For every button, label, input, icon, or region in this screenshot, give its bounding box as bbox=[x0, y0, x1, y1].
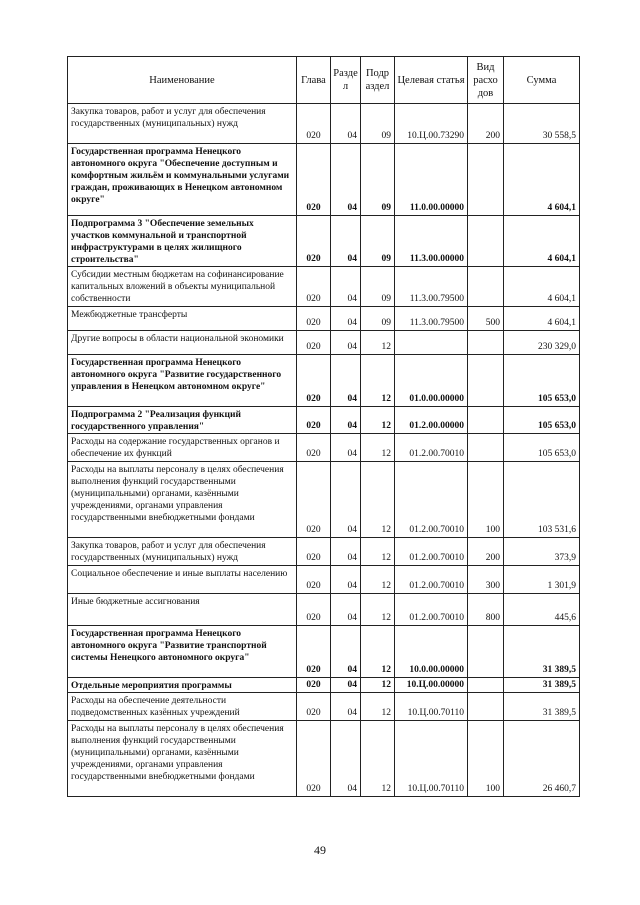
row-name-cell: Расходы на выплаты персоналу в целях обеспечения выполнения функций государственными (муниципальными) органами, казёнными учреждениями, органами управления государственными внебюджетными фондами bbox=[68, 462, 297, 538]
row-summa-cell: 4 604,1 bbox=[504, 307, 580, 331]
row-name-cell: Иные бюджетные ассигнования bbox=[68, 594, 297, 626]
table-row bbox=[68, 462, 580, 538]
row-name-cell: Расходы на выплаты персоналу в целях обеспечения выполнения функций государственными (муниципальными) органами, казёнными учреждениями, органами управления государственными внебюджетными фондами bbox=[68, 721, 297, 797]
table-body bbox=[68, 104, 580, 797]
row-vid-cell bbox=[468, 678, 504, 693]
table-row bbox=[68, 693, 580, 721]
row-vid-cell bbox=[468, 407, 504, 434]
row-podrazdel-cell: 12 bbox=[361, 693, 395, 721]
row-summa-cell: 105 653,0 bbox=[504, 407, 580, 434]
row-razdel-cell: 04 bbox=[331, 538, 361, 566]
header-statya: Целевая статья bbox=[395, 57, 468, 104]
row-glava-cell: 020 bbox=[297, 566, 331, 594]
row-glava-cell: 020 bbox=[297, 355, 331, 407]
row-podrazdel-cell: 09 bbox=[361, 267, 395, 307]
table-row bbox=[68, 678, 580, 693]
row-summa-cell: 4 604,1 bbox=[504, 144, 580, 216]
row-glava-cell: 020 bbox=[297, 594, 331, 626]
header-glava: Глава bbox=[297, 57, 331, 104]
row-vid-cell bbox=[468, 331, 504, 355]
row-razdel-cell: 04 bbox=[331, 355, 361, 407]
row-name-cell: Другие вопросы в области национальной экономики bbox=[68, 331, 297, 355]
row-summa-cell: 105 653,0 bbox=[504, 434, 580, 462]
row-vid-cell bbox=[468, 355, 504, 407]
row-name-cell: Государственная программа Ненецкого автономного округа "Обеспечение доступным и комфортным жильём и коммунальными услугами граждан, проживающих в Ненецком автономном округе" bbox=[68, 144, 297, 216]
row-razdel-cell: 04 bbox=[331, 331, 361, 355]
row-podrazdel-cell: 12 bbox=[361, 355, 395, 407]
row-statya-cell: 01.2.00.70010 bbox=[395, 594, 468, 626]
row-razdel-cell: 04 bbox=[331, 216, 361, 267]
row-name-cell: Закупка товаров, работ и услуг для обеспечения государственных (муниципальных) нужд bbox=[68, 104, 297, 144]
row-glava-cell: 020 bbox=[297, 216, 331, 267]
table-header-row bbox=[68, 57, 580, 104]
row-razdel-cell: 04 bbox=[331, 566, 361, 594]
row-summa-cell: 103 531,6 bbox=[504, 462, 580, 538]
row-name-cell: Подпрограмма 2 "Реализация функций государственного управления" bbox=[68, 407, 297, 434]
row-summa-cell: 105 653,0 bbox=[504, 355, 580, 407]
row-podrazdel-cell: 12 bbox=[361, 678, 395, 693]
row-vid-cell bbox=[468, 216, 504, 267]
header-name: Наименование bbox=[68, 57, 297, 104]
row-statya-cell: 11.3.00.79500 bbox=[395, 267, 468, 307]
row-statya-cell: 11.0.00.00000 bbox=[395, 144, 468, 216]
row-vid-cell: 100 bbox=[468, 462, 504, 538]
row-statya-cell: 10.Ц.00.00000 bbox=[395, 678, 468, 693]
table-row bbox=[68, 267, 580, 307]
row-statya-cell: 01.2.00.70010 bbox=[395, 434, 468, 462]
row-name-cell: Межбюджетные трансферты bbox=[68, 307, 297, 331]
row-statya-cell: 01.2.00.70010 bbox=[395, 538, 468, 566]
row-name-cell: Расходы на содержание государственных органов и обеспечение их функций bbox=[68, 434, 297, 462]
row-statya-cell: 01.2.00.70010 bbox=[395, 462, 468, 538]
row-podrazdel-cell: 12 bbox=[361, 407, 395, 434]
row-summa-cell: 230 329,0 bbox=[504, 331, 580, 355]
row-summa-cell: 31 389,5 bbox=[504, 693, 580, 721]
row-vid-cell: 100 bbox=[468, 721, 504, 797]
row-glava-cell: 020 bbox=[297, 104, 331, 144]
row-razdel-cell: 04 bbox=[331, 693, 361, 721]
header-summa: Сумма bbox=[504, 57, 580, 104]
row-summa-cell: 373,9 bbox=[504, 538, 580, 566]
row-name-cell: Закупка товаров, работ и услуг для обеспечения государственных (муниципальных) нужд bbox=[68, 538, 297, 566]
row-name-cell: Расходы на обеспечение деятельности подведомственных казённых учреждений bbox=[68, 693, 297, 721]
row-statya-cell: 01.2.00.00000 bbox=[395, 407, 468, 434]
row-statya-cell: 10.0.00.00000 bbox=[395, 626, 468, 678]
row-summa-cell: 26 460,7 bbox=[504, 721, 580, 797]
row-razdel-cell: 04 bbox=[331, 626, 361, 678]
row-razdel-cell: 04 bbox=[331, 594, 361, 626]
row-vid-cell bbox=[468, 267, 504, 307]
table-row bbox=[68, 407, 580, 434]
row-podrazdel-cell: 12 bbox=[361, 331, 395, 355]
row-podrazdel-cell: 12 bbox=[361, 462, 395, 538]
row-name-cell: Государственная программа Ненецкого автономного округа "Развитие транспортной системы Ненецкого автономного округа" bbox=[68, 626, 297, 678]
row-podrazdel-cell: 12 bbox=[361, 594, 395, 626]
row-glava-cell: 020 bbox=[297, 307, 331, 331]
row-vid-cell bbox=[468, 693, 504, 721]
row-podrazdel-cell: 12 bbox=[361, 538, 395, 566]
row-summa-cell: 30 558,5 bbox=[504, 104, 580, 144]
table-row bbox=[68, 721, 580, 797]
row-razdel-cell: 04 bbox=[331, 307, 361, 331]
row-statya-cell: 11.3.00.00000 bbox=[395, 216, 468, 267]
row-podrazdel-cell: 12 bbox=[361, 566, 395, 594]
page-number: 49 bbox=[314, 843, 326, 857]
row-name-cell: Субсидии местным бюджетам на софинансирование капитальных вложений в объекты муниципальной собственности bbox=[68, 267, 297, 307]
row-razdel-cell: 04 bbox=[331, 434, 361, 462]
row-razdel-cell: 04 bbox=[331, 267, 361, 307]
row-vid-cell bbox=[468, 434, 504, 462]
row-razdel-cell: 04 bbox=[331, 721, 361, 797]
row-glava-cell: 020 bbox=[297, 144, 331, 216]
row-vid-cell bbox=[468, 144, 504, 216]
row-summa-cell: 31 389,5 bbox=[504, 678, 580, 693]
row-name-cell: Подпрограмма 3 "Обеспечение земельных участков коммунальной и транспортной инфраструктурами в целях жилищного строительства" bbox=[68, 216, 297, 267]
table-row bbox=[68, 104, 580, 144]
table-row bbox=[68, 307, 580, 331]
row-summa-cell: 31 389,5 bbox=[504, 626, 580, 678]
row-razdel-cell: 04 bbox=[331, 144, 361, 216]
row-razdel-cell: 04 bbox=[331, 678, 361, 693]
row-glava-cell: 020 bbox=[297, 721, 331, 797]
row-summa-cell: 445,6 bbox=[504, 594, 580, 626]
row-vid-cell bbox=[468, 626, 504, 678]
table-row bbox=[68, 566, 580, 594]
row-razdel-cell: 04 bbox=[331, 104, 361, 144]
row-glava-cell: 020 bbox=[297, 538, 331, 566]
row-podrazdel-cell: 12 bbox=[361, 626, 395, 678]
row-vid-cell: 200 bbox=[468, 104, 504, 144]
row-podrazdel-cell: 09 bbox=[361, 216, 395, 267]
row-glava-cell: 020 bbox=[297, 331, 331, 355]
row-glava-cell: 020 bbox=[297, 407, 331, 434]
row-razdel-cell: 04 bbox=[331, 407, 361, 434]
row-summa-cell: 4 604,1 bbox=[504, 216, 580, 267]
row-vid-cell: 300 bbox=[468, 566, 504, 594]
table-row bbox=[68, 538, 580, 566]
row-statya-cell: 11.3.00.79500 bbox=[395, 307, 468, 331]
row-statya-cell: 01.0.00.00000 bbox=[395, 355, 468, 407]
table-row bbox=[68, 355, 580, 407]
row-glava-cell: 020 bbox=[297, 626, 331, 678]
row-statya-cell bbox=[395, 331, 468, 355]
row-podrazdel-cell: 12 bbox=[361, 721, 395, 797]
row-glava-cell: 020 bbox=[297, 434, 331, 462]
row-name-cell: Социальное обеспечение и иные выплаты населению bbox=[68, 566, 297, 594]
row-summa-cell: 4 604,1 bbox=[504, 267, 580, 307]
table-row bbox=[68, 626, 580, 678]
row-statya-cell: 10.Ц.00.70110 bbox=[395, 721, 468, 797]
row-name-cell: Отдельные мероприятия программы bbox=[68, 678, 297, 693]
row-name-cell: Государственная программа Ненецкого автономного округа "Развитие государственного управления в Ненецком автономном округе" bbox=[68, 355, 297, 407]
row-glava-cell: 020 bbox=[297, 678, 331, 693]
table-row bbox=[68, 216, 580, 267]
row-statya-cell: 10.Ц.00.73290 bbox=[395, 104, 468, 144]
table-row bbox=[68, 331, 580, 355]
row-vid-cell: 500 bbox=[468, 307, 504, 331]
row-statya-cell: 10.Ц.00.70110 bbox=[395, 693, 468, 721]
row-glava-cell: 020 bbox=[297, 693, 331, 721]
table-row bbox=[68, 144, 580, 216]
row-vid-cell: 200 bbox=[468, 538, 504, 566]
table-row bbox=[68, 434, 580, 462]
row-podrazdel-cell: 09 bbox=[361, 144, 395, 216]
header-podrazdel: Подр аздел bbox=[361, 57, 395, 104]
header-razdel: Разде л bbox=[331, 57, 361, 104]
row-podrazdel-cell: 12 bbox=[361, 434, 395, 462]
row-glava-cell: 020 bbox=[297, 267, 331, 307]
row-statya-cell: 01.2.00.70010 bbox=[395, 566, 468, 594]
row-podrazdel-cell: 09 bbox=[361, 307, 395, 331]
row-summa-cell: 1 301,9 bbox=[504, 566, 580, 594]
row-vid-cell: 800 bbox=[468, 594, 504, 626]
header-vid: Вид расхо дов bbox=[468, 57, 504, 104]
table-row bbox=[68, 594, 580, 626]
row-podrazdel-cell: 09 bbox=[361, 104, 395, 144]
budget-table bbox=[67, 56, 580, 797]
row-razdel-cell: 04 bbox=[331, 462, 361, 538]
budget-table-container bbox=[67, 56, 579, 797]
row-glava-cell: 020 bbox=[297, 462, 331, 538]
